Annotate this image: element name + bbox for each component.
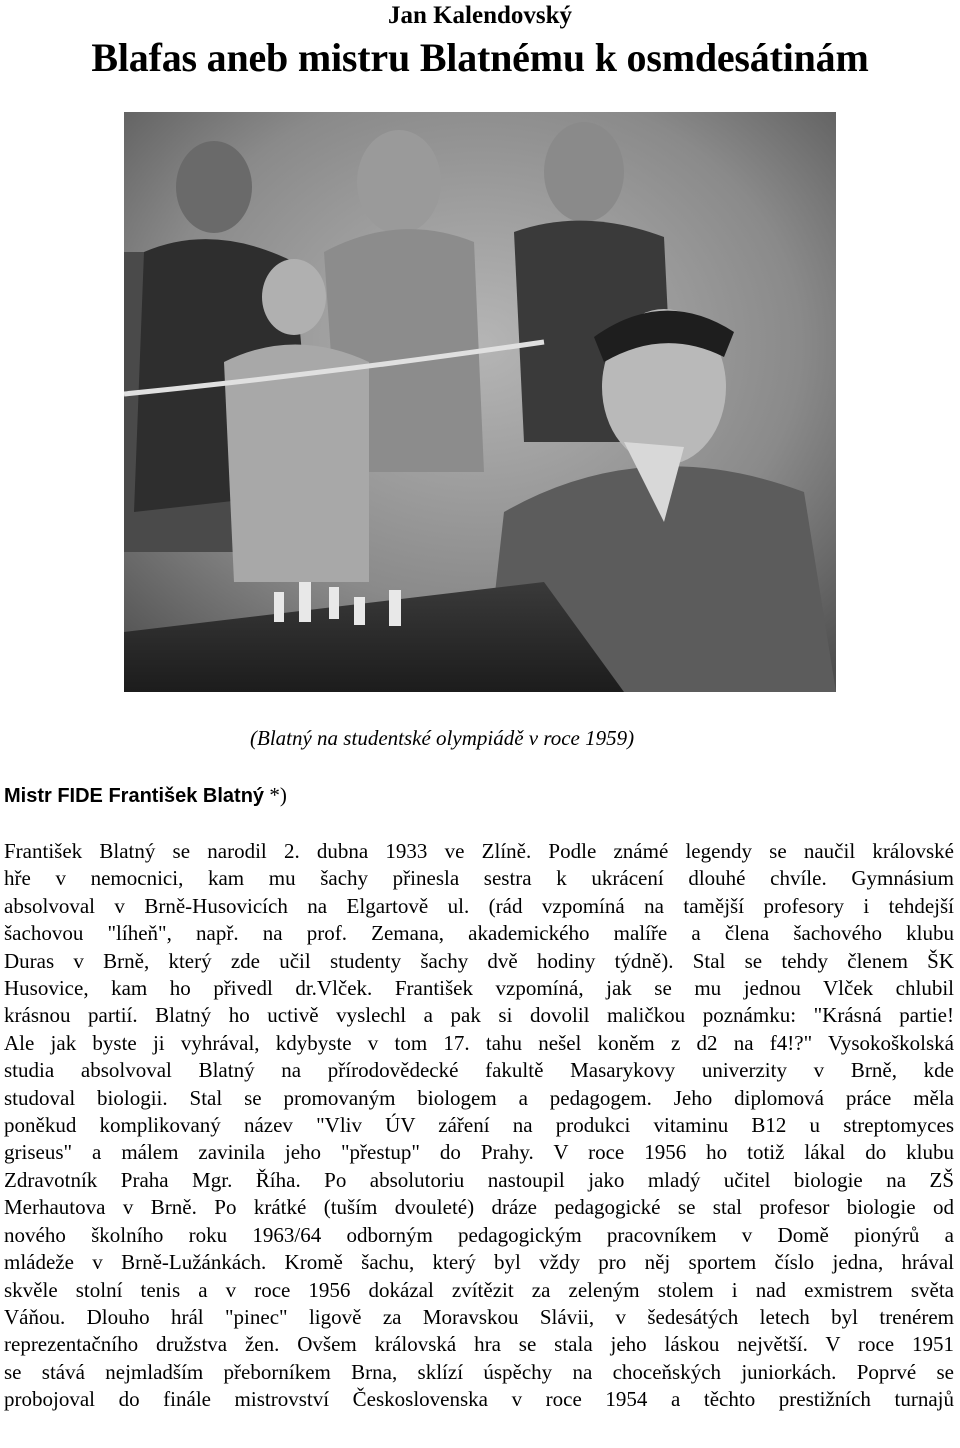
footnote-mark: *) — [264, 783, 287, 807]
body-line: reprezentačního družstva žen. Ovšem královská hra se stala jeho láskou největší. V roce 1951 — [4, 1332, 954, 1357]
body-line: šachovou "líheň", např. na prof. Zemana, akademického malíře a člena šachového klubu — [4, 921, 954, 946]
chess-photo — [124, 112, 836, 692]
body-line: František Blatný se narodil 2. dubna 1933 ve Zlíně. Podle známé legendy se naučil královské — [4, 839, 954, 863]
body-line: hře v nemocnici, kam mu šachy přinesla sestra k ukrácení dlouhé chvíle. Gymnásium — [4, 866, 954, 891]
body-line: absolvoval v Brně-Husovicích na Elgartově ul. (rád vzpomíná na tamější profesory i tehdejší — [4, 893, 954, 918]
section-heading — [4, 781, 287, 810]
body-line: se stává nejmladším přeborníkem Brna, sklízí úspěchy na choceňských juniorkách. Poprvé se — [4, 1359, 954, 1384]
body-line: Husovice, kam ho přivedl dr.Vlček. František vzpomíná, jak se mu jednou Vlček chlubil — [4, 976, 954, 1001]
body-line: studoval biologii. Stal se promovaným biologem a pedagogem. Jeho diplomová práce měla — [4, 1085, 954, 1110]
body-line: skvěle stolní tenis a v roce 1956 dokázal zvítězit za zeleným stolem i nad exmistrem světa — [4, 1277, 954, 1302]
body-line: probojoval do finále mistrovství Československa v roce 1954 a těchto prestižních turnajů — [4, 1387, 954, 1412]
body-line: krásnou partií. Blatný ho uctivě vyslechl a pak si dovolil maličkou poznámku: "Krásná partie! — [4, 1003, 954, 1028]
body-line: Váňou. Dlouho hrál "pinec" ligově za Moravskou Slávii, v šedesátých letech byl trenérem — [4, 1304, 954, 1329]
article-body — [4, 838, 954, 1414]
body-line: Ale jak byste ji vyhrával, kdybyste v tom 17. tahu nešel koněm z d2 na f4!?" Vysokoškolská — [4, 1030, 954, 1055]
page-title: Blafas aneb mistru Blatnému k osmdesátinám — [91, 35, 869, 80]
body-line: Merhautova v Brně. Po krátké (tuším dvouleté) dráze pedagogické se stal profesor biologie od — [4, 1195, 954, 1220]
author-name: Jan Kalendovský — [387, 2, 573, 29]
body-line: poněkud komplikovaný název "Vliv ÚV záření na produkci vitaminu B12 u streptomyces — [4, 1113, 954, 1138]
body-line: studia absolvoval Blatný na přírodovědecké fakultě Masarykovy univerzity v Brně, kde — [4, 1058, 954, 1083]
body-line: nového školního roku 1963/64 odborným pedagogickým pracovníkem v Domě pionýrů a — [4, 1222, 954, 1247]
body-line: Zdravotník Praha Mgr. Říha. Po absolutoriu nastoupil jako mladý učitel biologie na ZŠ — [4, 1167, 954, 1192]
player-name: Mistr FIDE František Blatný — [4, 785, 265, 807]
body-line: Duras v Brně, který zde učil studenty šachy dvě hodiny týdně). Stal se tehdy členem ŠK — [4, 948, 954, 973]
body-line: mládeže v Brně-Lužánkách. Kromě šachu, který byl vždy pro něj sportem číslo jedna, hrával — [4, 1250, 954, 1275]
body-line: griseus" a málem zavinila jeho "přestup" do Prahy. V roce 1956 ho totiž lákal do klubu — [4, 1140, 954, 1165]
photo-caption: (Blatný na studentské olympiádě v roce 1959) — [250, 726, 635, 750]
